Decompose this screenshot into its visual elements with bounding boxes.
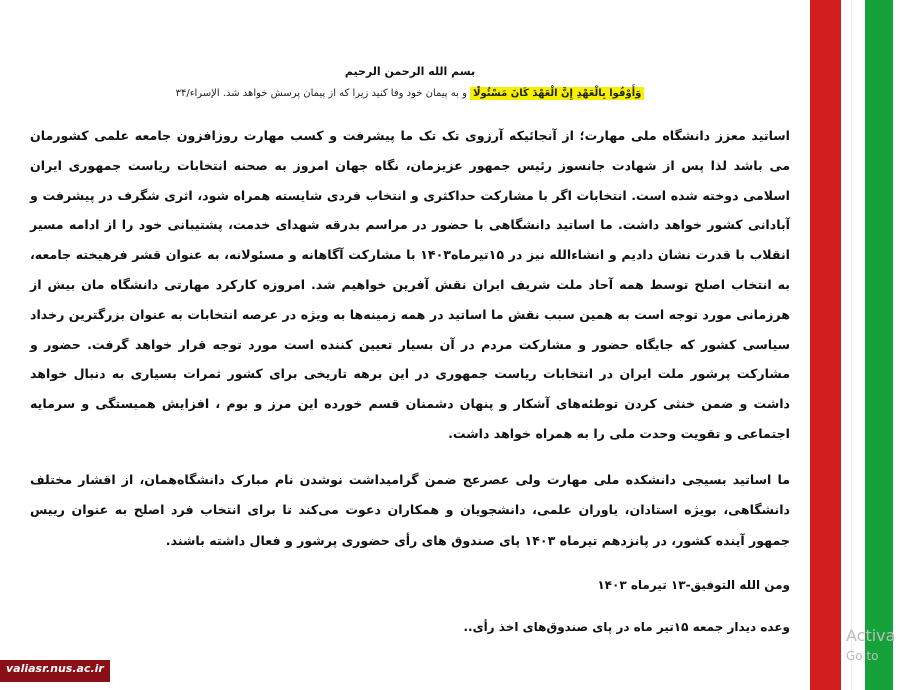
paragraph-2: ما اساتید بسیجی دانشکده ملی مهارت ولی عصرعج ضمن گرامیداشت نوشدن نام مبارک دانشگاه‌همان، از اقشار مختلف دانشگاهی، بویژه استادان، یاوران علمی، دانشجویان و همکاران دعوت می‌کند تا برای انتخاب فرد اصلح به عنوان رییس جمهور آینده کشور، در پانزدهم تیرماه ۱۴۰۳ پای صندوق های رأی حضوری پرشور و فعال داشته باشند. (30, 471, 790, 548)
document-body (30, 55, 790, 634)
white-stripe (851, 0, 866, 690)
quran-verse-line (30, 88, 790, 99)
paragraph-1: اساتید معزز دانشگاه ملی مهارت؛ از آنجائیکه آرزوی تک تک ما پیشرفت و کسب مهارت روزافزون جامعه علمی کشورمان می باشد لذا پس از شهادت جانسوز رئیس جمهور عزیزمان، نگاه جهان امروز به صحنه انتخابات ریاست جمهوری ایران اسلامی دوخته شده است. انتخابات اگر با مشارکت حداکثری و انتخاب فردی شایسته همراه شود، اثری شگرف در پیشرفت و آبادانی کشور خواهد داشت. ما اساتید دانشگاهی با حضور در مراسم بدرقه شهدای خدمت، پشتیبانی خود را از ادامه مسیر انقلاب با قدرت نشان دادیم و انشاءالله نیز در ۱۵تیرماه۱۴۰۳ با مشارکت آگاهانه و مسئولانه، به عنوان قشر فرهیخته جامعه، به انتخاب اصلح توسط همه آحاد ملت شریف ایران نقش آفرین خواهیم شد. امروزه کارکرد مهارتی دانشگاه مان بیش از هرزمانی مورد توجه است به همین سبب نقش ما اساتید در همه زمینه‌ها به ویژه در عرصه انتخابات به عنوان بزرگترین رخداد سیاسی کشور که جایگاه حضور و مشارکت مردم در آن بسیار تعیین کننده است مورد توجه قرار خواهد گرفت. حضور و مشارکت پرشور ملت ایران در انتخابات ریاست جمهوری در این برهه تاریخی برای کشور ثمرات بسیاری به دنبال خواهد داشت و ضمن خنثی کردن توطئه‌های آشکار و پنهان دشمنان قسم خورده این مرز و بوم ، افزایش همبستگی و سرمایه اجتماعی و تقویت وحدت ملی را به همراه خواهد داشت. (30, 128, 790, 441)
meeting-line: وعده دیدار جمعه ۱۵تیر ماه در پای صندوق‌های اخذ رأی.. (463, 620, 790, 635)
activation-watermark (846, 626, 895, 666)
red-stripe (810, 0, 841, 690)
closing-line: ومن الله التوفیق-۱۳ تیرماه ۱۴۰۳ (597, 578, 790, 593)
white-gap (841, 0, 851, 690)
green-stripe (865, 0, 893, 690)
watermark-title: Activa (846, 626, 896, 645)
watermark-subtitle: Go to (846, 649, 879, 663)
white-edge (893, 0, 900, 690)
flag-stripes (810, 0, 900, 690)
site-url-link[interactable]: valiasr.nus.ac.ir (6, 662, 104, 675)
basmala-heading: بسم الله الرحمن الرحیم (344, 65, 476, 78)
verse-highlight: وَأَوْفُوا بِالْعَهْدِ إِنَّ الْعَهْدَ كَانَ مَسْئُولًا (470, 87, 644, 100)
verse-translation: و به پیمان خود وفا کنید زیرا که از پیمان پرسش خواهد شد. الإسراء/۳۴ (175, 88, 467, 99)
